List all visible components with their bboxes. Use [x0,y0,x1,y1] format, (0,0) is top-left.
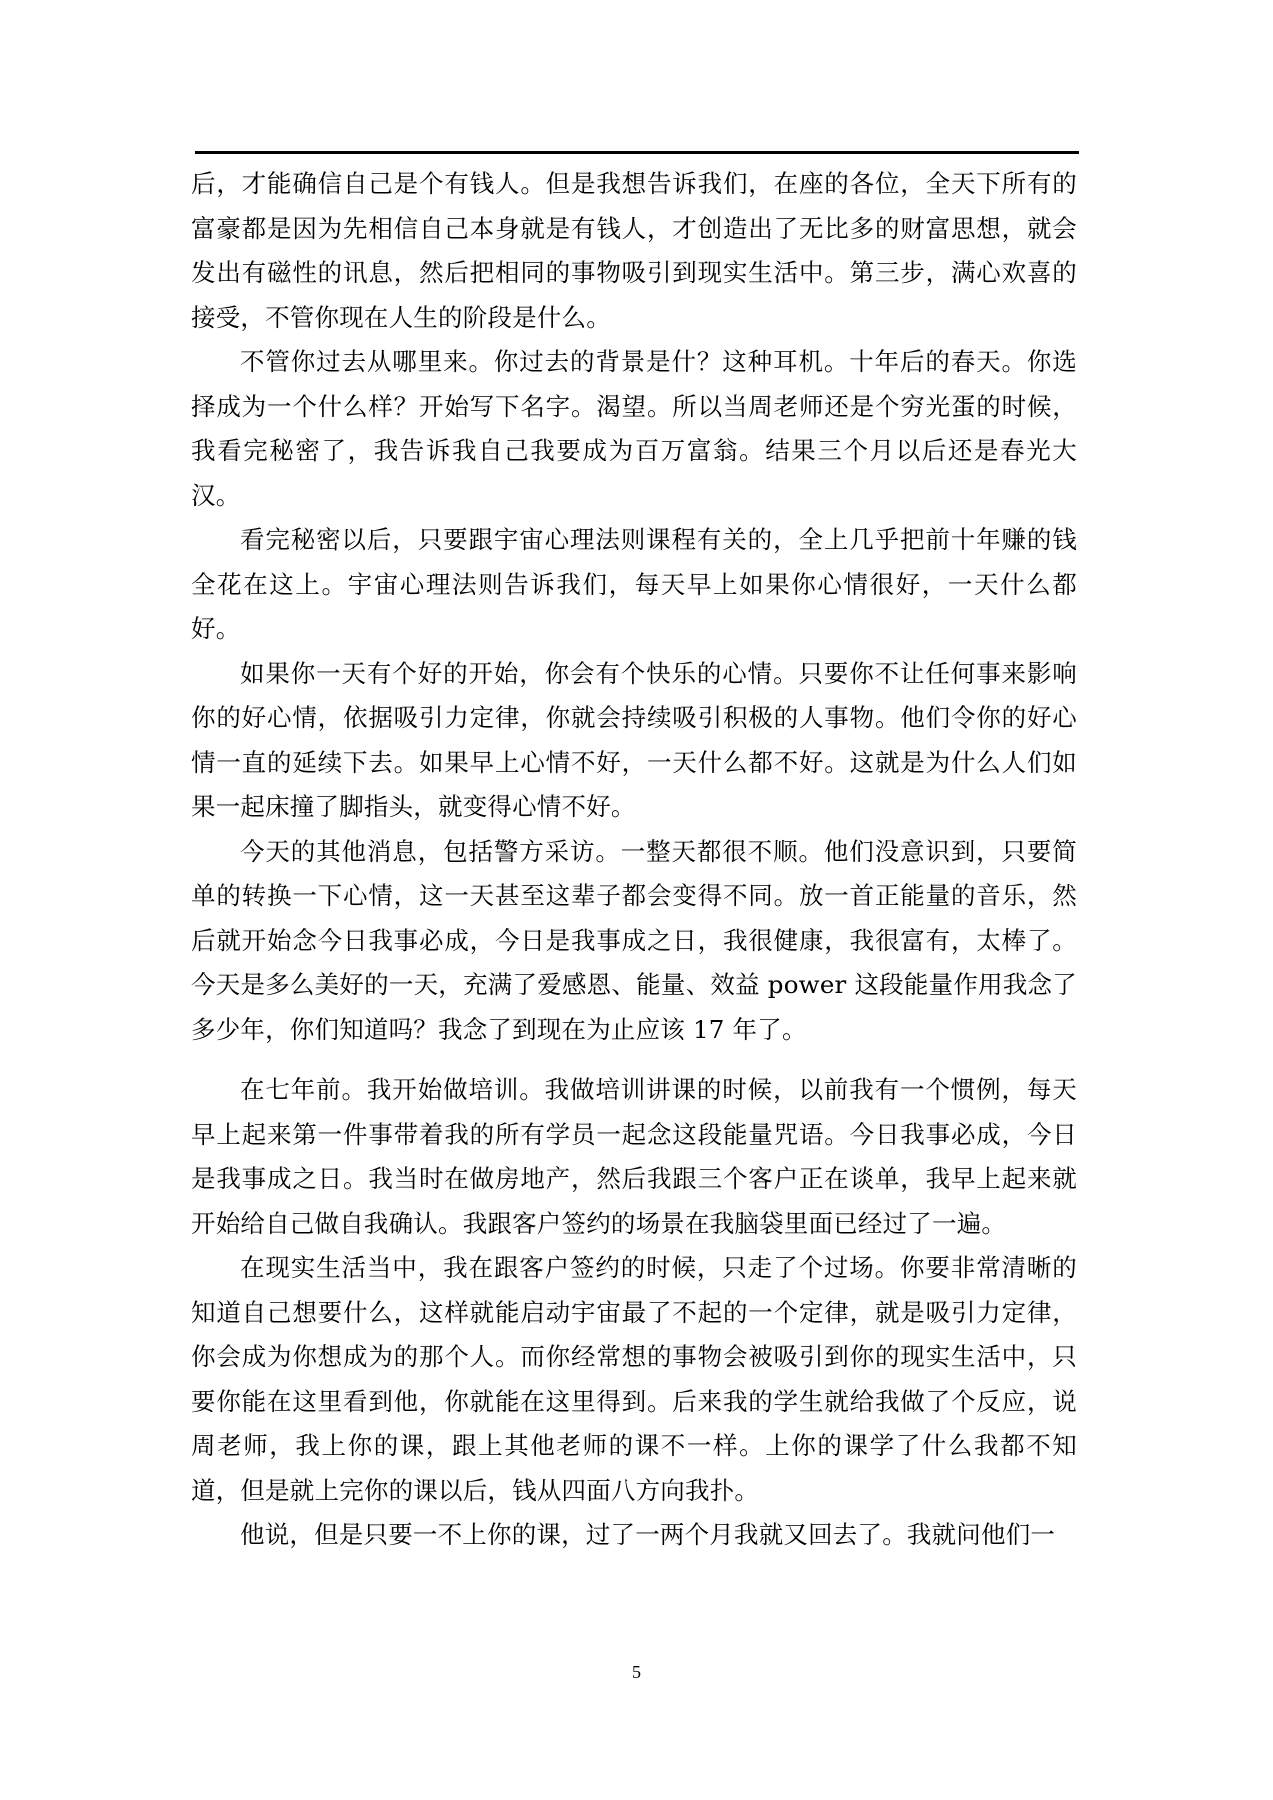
paragraph-8: 他说，但是只要一不上你的课，过了一两个月我就又回去了。我就问他们一 [240,1520,1056,1549]
paragraph-4: 如果你一天有个好的开始，你会有个快乐的心情。只要你不让任何事来影响你的好心情，依据吸引力定律，你就会持续吸引积极的人事物。他们令你的好心情一直的延续下去。如果早上心情不好，一天什么都不好。这就是为什么人们如果一起床撞了脚指头，就变得心情不好。 [191,658,1077,821]
header-rule [195,151,1079,154]
paragraph-3: 看完秘密以后，只要跟宇宙心理法则课程有关的，全上几乎把前十年赚的钱全花在这上。宇宙心理法则告诉我们，每天早上如果你心情很好，一天什么都好。 [191,525,1077,643]
paragraph-6: 在七年前。我开始做培训。我做培训讲课的时候，以前我有一个惯例，每天早上起来第一件事带着我的所有学员一起念这段能量咒语。今日我事必成，今日是我事成之日。我当时在做房地产，然后我跟三个客户正在谈单，我早上起来就开始给自己做自我确认。我跟客户签约的场景在我脑袋里面已经过了一遍。 [191,1075,1077,1238]
paragraph-5: 今天的其他消息，包括警方采访。一整天都很不顺。他们没意识到，只要简单的转换一下心情，这一天甚至这辈子都会变得不同。放一首正能量的音乐，然后就开始念今日我事必成，今日是我事成之日，我很健康，我很富有，太棒了。今天是多么美好的一天，充满了爱感恩、能量、效益 power 这段能量作用我念了多少年，你们知道吗？我念了到现在为止应该 17 年了。 [191,836,1077,1044]
paragraph-7: 在现实生活当中，我在跟客户签约的时候，只走了个过场。你要非常清晰的知道自己想要什么，这样就能启动宇宙最了不起的一个定律，就是吸引力定律，你会成为你想成为的那个人。而你经常想的事物会被吸引到你的现实生活中，只要你能在这里看到他，你就能在这里得到。后来我的学生就给我做了个反应，说周老师，我上你的课，跟上其他老师的课不一样。上你的课学了什么我都不知道，但是就上完你的课以后，钱从四面八方向我扑。 [191,1253,1077,1505]
body-text [191,162,1077,1558]
page-number: 5 [632,1662,641,1682]
paragraph-2: 不管你过去从哪里来。你过去的背景是什？这种耳机。十年后的春天。你选择成为一个什么样？开始写下名字。渴望。所以当周老师还是个穷光蛋的时候，我看完秘密了，我告诉我自己我要成为百万富翁。结果三个月以后还是春光大汉。 [191,347,1077,510]
paragraph-1: 后，才能确信自己是个有钱人。但是我想告诉我们，在座的各位，全天下所有的富豪都是因为先相信自己本身就是有钱人，才创造出了无比多的财富思想，就会发出有磁性的讯息，然后把相同的事物吸引到现实生活中。第三步，满心欢喜的接受，不管你现在人生的阶段是什么。 [191,169,1077,332]
